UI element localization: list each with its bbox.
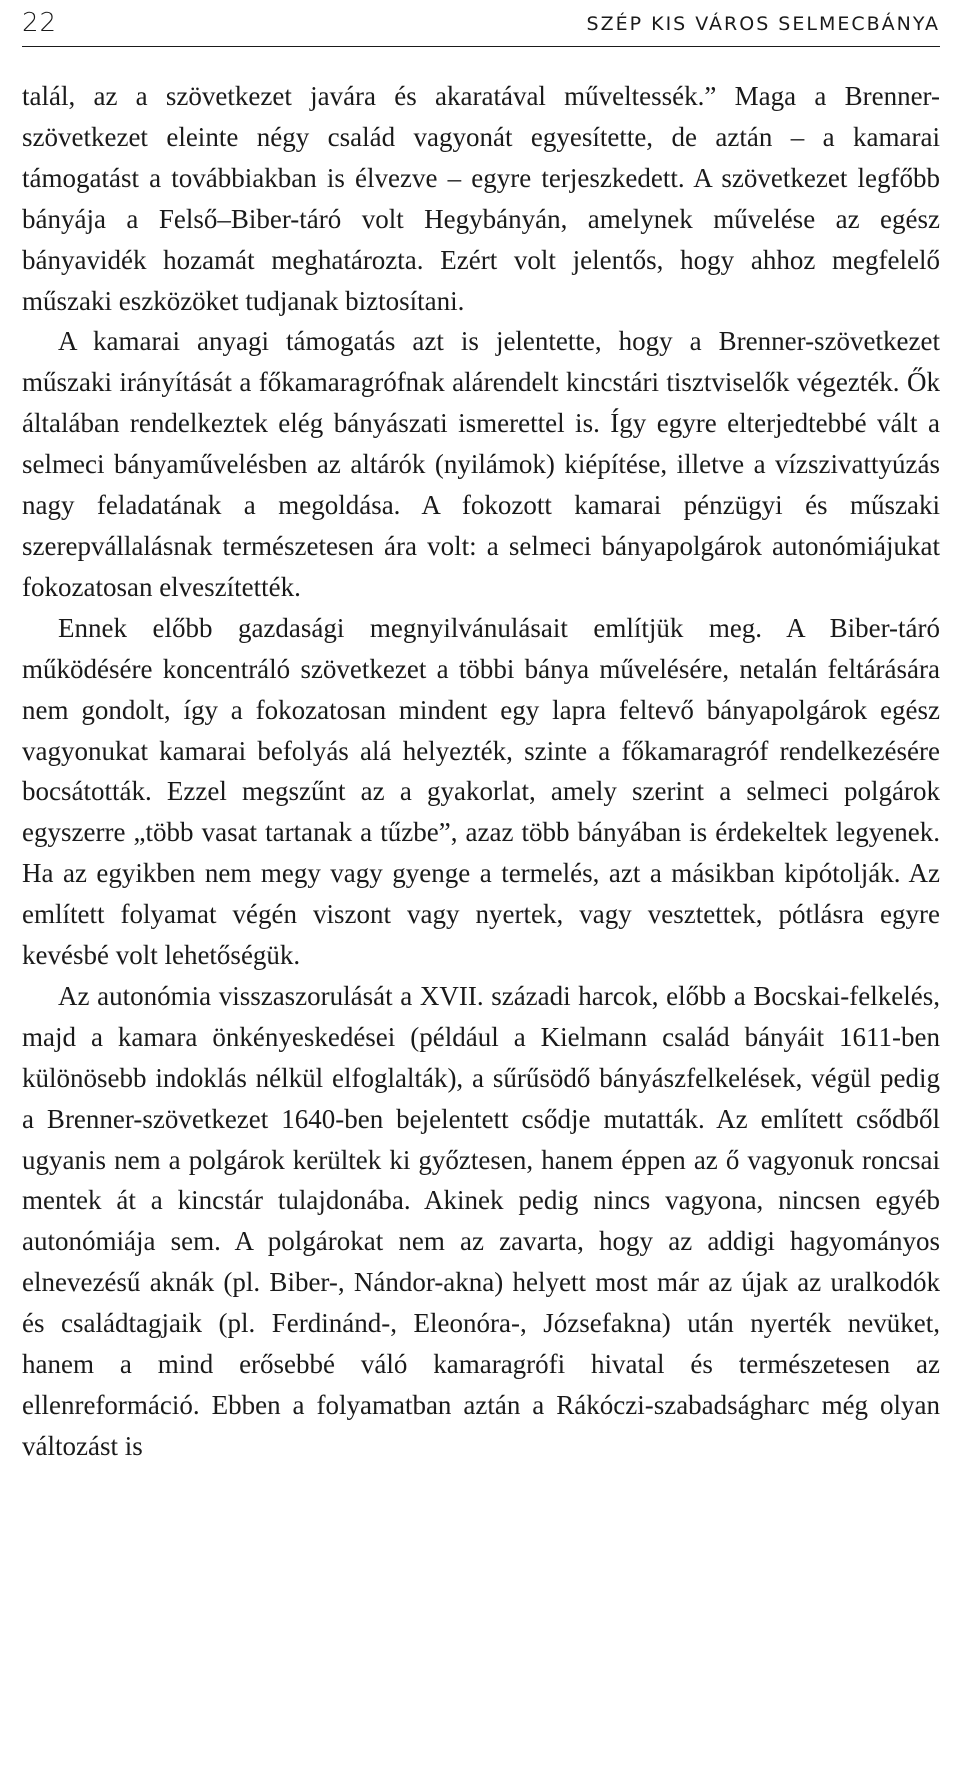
book-page [22,0,940,1785]
paragraph-1: talál, az a szövetkezet javára és akaratával műveltessék.” Maga a Brenner-szövetkezet eleinte négy család vagyonát egyesítette, de aztán – a kamarai támogatást a továbbiakban is élvezve – egyre terjeszkedett. A szövetkezet legfőbb bányája a Felső–Biber-táró volt Hegybányán, amelynek művelése az egész bányavidék hozamát meghatározta. Ezért volt jelentős, hogy ahhoz megfelelő műszaki eszközöket tudjanak biztosítani. [22,81,940,316]
running-head [22,8,940,47]
paragraph-3: Ennek előbb gazdasági megnyilvánulásait említjük meg. A Biber-táró működésére koncentráló szövetkezet a többi bánya művelésére, netalán feltárására nem gondolt, így a fokozatosan mindent egy lapra feltevő bányapolgárok egész vagyonukat kamarai befolyás alá helyezték, szinte a főkamaragróf rendelkezésére bocsátották. Ezzel megszűnt az a gyakorlat, amely szerint a selmeci polgárok egyszerre „több vasat tartanak a tűzbe”, azaz több bányában is érdekeltek legyenek. Ha az egyikben nem megy vagy gyenge a termelés, azt a másikban kipótolják. Az említett folyamat végén viszont vagy nyertek, vagy vesztettek, pótlásra egyre kevésbé volt lehetőségük. [22,612,940,971]
running-title: SZÉP KIS VÁROS SELMECBÁNYA [586,13,940,35]
paragraph-2: A kamarai anyagi támogatás azt is jelentette, hogy a Brenner-szövetkezet műszaki irányítását a főkamaragrófnak alárendelt kincstári tisztviselők végezték. Ők általában rendelkeztek elég bányászati ismerettel is. Így egyre elterjedtebbé vált a selmeci bányaművelésben az altárók (nyilámok) kiépítése, illetve a vízszivattyúzás nagy feladatának a megoldása. A fokozott kamarai pénzügyi és műszaki szerepvállalásnak természetesen ára volt: a selmeci bányapolgárok autonómiájukat fokozatosan elveszítették. [22,326,940,602]
page-number: 22 [22,8,58,38]
paragraph-4: Az autonómia visszaszorulását a XVII. századi harcok, előbb a Bocskai-felkelés, majd a kamara önkényeskedései (például a Kielmann család bányáit 1611-ben különösebb indoklás nélkül elfoglalták), a sűrűsödő bányászfelkelések, végül pedig a Brenner-szövetkezet 1640-ben bejelentett csődje mutatták. Az említett csődből ugyanis nem a polgárok kerültek ki győztesen, hanem éppen az ő vagyonuk roncsai mentek át a kincstár tulajdonába. Akinek pedig nincs vagyona, nincsen egyéb autonómiája sem. A polgárokat nem az zavarta, hogy az addigi hagyományos elnevezésű aknák (pl. Biber-, Nándor-akna) helyett most már az újak az uralkodók és családtagjaik (pl. Ferdinánd-, Eleonóra-, Józsefakna) után nyerték nevüket, hanem a mind erősebbé váló kamaragrófi hivatal és természetesen az ellenreformáció. Ebben a folyamatban aztán a Rákóczi-szabadságharc még olyan változást is [22,980,940,1461]
body-text [22,76,940,1467]
